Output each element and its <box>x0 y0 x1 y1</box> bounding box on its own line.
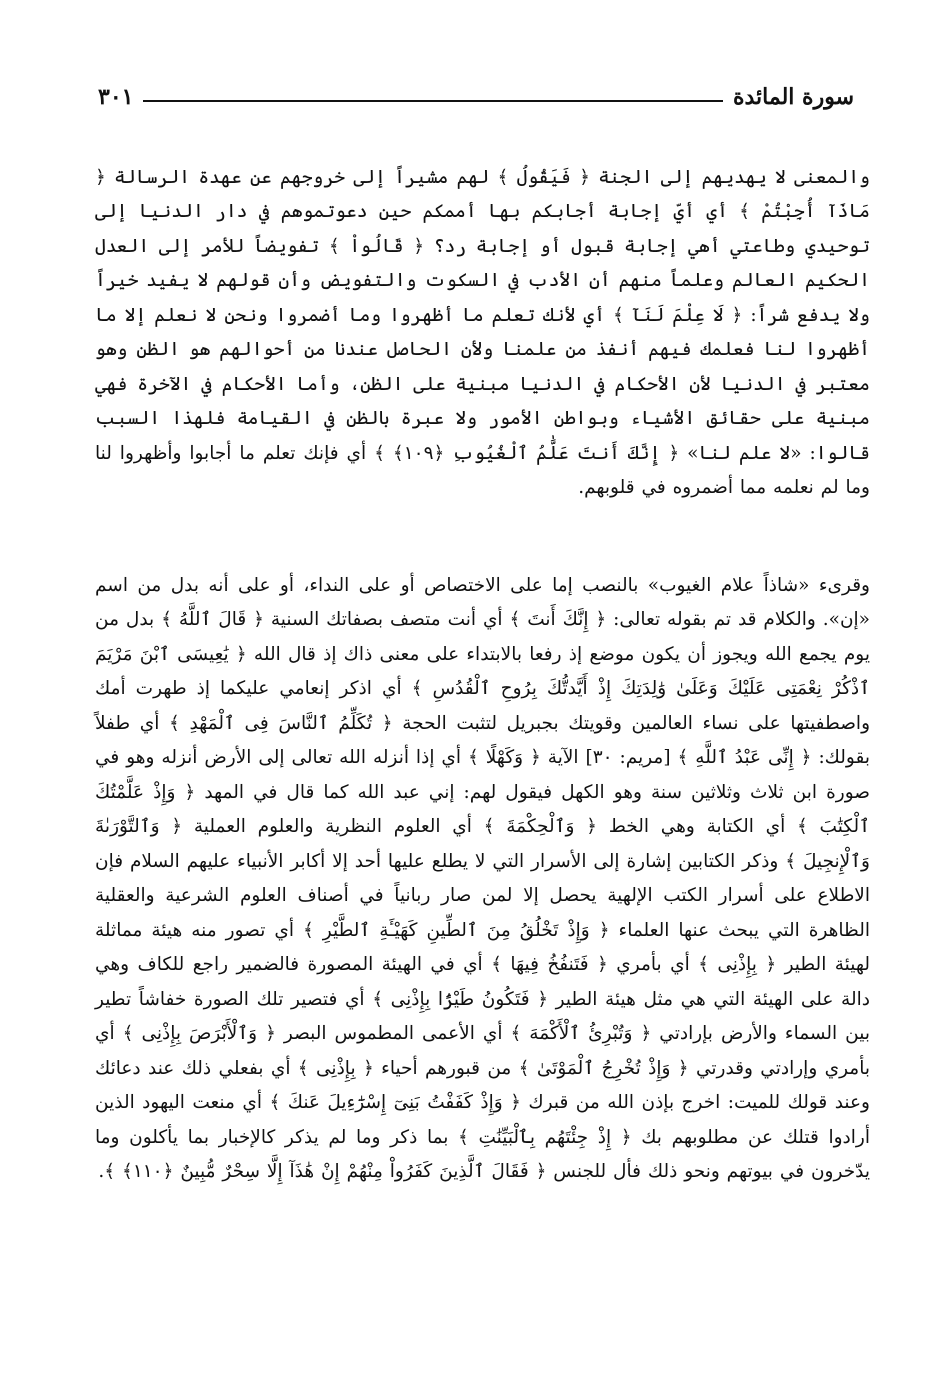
page-number: ٣٠١ <box>98 84 134 110</box>
page-header <box>98 70 854 110</box>
commentary-paragraph-2: وقرىء «شاذاً علام الغيوب» بالنصب إما على الاختصاص أو على النداء، أو على أنه بدل من اسم «إن». والكلام قد تم بقوله تعالى: ﴿ إِنَّكَ أَنتَ ﴾ أي أنت متصف بصفاتك السنية ﴿ قَالَ ٱللَّهُ ﴾ بدل من يوم يجمع الله ويجوز أن يكون موضع إذ رفعا بالابتداء على معنى ذاك إذ قال الله ﴿ يَٰعِيسَى ٱبْنَ مَرْيَمَ ٱذْكُرْ نِعْمَتِى عَلَيْكَ وَعَلَىٰ وَٰلِدَتِكَ إِذْ أَيَّدتُّكَ بِرُوحِ ٱلْقُدُسِ ﴾ أي اذكر إنعامي عليكما إذ طهرت أمك واصطفيتها على نساء العالمين وقويتك بجبريل لتثبت الحجة ﴿ تُكَلِّمُ ٱلنَّاسَ فِى ٱلْمَهْدِ ﴾ أي طفلاً بقولك: ﴿ إِنِّى عَبْدُ ٱللَّهِ ﴾ [مريم: ٣٠] الآية ﴿ وَكَهْلًا ﴾ أي إذا أنزله الله تعالى إلى الأرض أنزله وهو في صورة ابن ثلاث وثلاثين سنة وهو الكهل فيقول لهم: إني عبد الله كما قال في المهد ﴿ وَإِذْ عَلَّمْتُكَ ٱلْكِتَٰبَ ﴾ أي الكتابة وهي الخط ﴿ وَٱلْحِكْمَةَ ﴾ أي العلوم النظرية والعلوم العملية ﴿ وَٱلتَّوْرَىٰةَ وَٱلْإِنجِيلَ ﴾ وذكر الكتابين إشارة إلى الأسرار التي لا يطلع عليها أحد إلا أكابر الأنبياء عليهم السلام فإن الاطلاع على أسرار الكتب الإلهية يحصل إلا لمن صار ربانياً في أصناف العلوم الشرعية والعقلية الظاهرة التي يبحث عنها العلماء ﴿ وَإِذْ تَخْلُقُ مِنَ ٱلطِّينِ كَهَيْـَٔةِ ٱلطَّيْرِ ﴾ أي تصور منه هيئة مماثلة لهيئة الطير ﴿ بِإِذْنِى ﴾ أي بأمري ﴿ فَتَنفُخُ فِيهَا ﴾ أي في الهيئة المصورة فالضمير راجع للكاف وهي دالة على الهيئة التي هي مثل هيئة الطير ﴿ فَتَكُونُ طَيْرًۢا بِإِذْنِى ﴾ أي فتصير تلك الصورة خفاشاً تطير بين السماء والأرض بإرادتي ﴿ وَتُبْرِئُ ٱلْأَكْمَهَ ﴾ أي الأعمى المطموس البصر ﴿ وَٱلْأَبْرَصَ بِإِذْنِى ﴾ أي بأمري وإرادتي وقدرتي ﴿ وَإِذْ تُخْرِجُ ٱلْمَوْتَىٰ ﴾ من قبورهم أحياء ﴿ بِإِذْنِى ﴾ أي بفعلي ذلك عند دعائك وعند قولك للميت: اخرج بإذن الله من قبرك ﴿ وَإِذْ كَفَفْتُ بَنِىٓ إِسْرَٰٓءِيلَ عَنكَ ﴾ أي منعت اليهود الذين أرادوا قتلك عن مطلوبهم بك ﴿ إِذْ جِئْتَهُم بِٱلْبَيِّنَٰتِ ﴾ بما ذكر وما لم يذكر كالإخبار بما يأكلون وما يدّخرون في بيوتهم ونحو ذلك فأل للجنس ﴿ فَقَالَ ٱلَّذِينَ كَفَرُواْ مِنْهُمْ إِنْ هَٰذَآ إِلَّا سِحْرٌ مُّبِينٌ ﴿١١٠﴾ ﴾. <box>95 574 870 1182</box>
surah-title: سورة المائدة <box>732 84 854 110</box>
commentary-paragraph-1: والمعنى لا يهديهم إلى الجنة ﴿ فَيَقُولُ ﴾ لهم مشيراً إلى خروجهم عن عهدة الرسالة ﴿ مَاذَآ أُجِبْتُمْ ﴾ أي أيّ إجابة أجابكم بها أممكم حين دعوتموهم في دار الدنيا إلى توحيدي وطاعتي أهي إجابة قبول أو إجابة رد؟ ﴿ قَالُواْ ﴾ تفويضاً للأمر إلى العدل الحكيم العالم وعلماً منهم أن الأدب في السكوت والتفويض وأن قولهم لا يفيد خيراً ولا يدفع شراً: ﴿ لَا عِلْمَ لَنَآ ﴾ أي لأنك تعلم ما أظهروا وما أضمروا ونحن لا نعلم إلا ما أظهروا لنا فعلمك فيهم أنفذ من علمنا ولأن الحاصل عندنا من أحوالهم هو الظن وهو معتبر في الدنيا لأن الأحكام في الدنيا مبنية على الظن، وأما الأحكام في الآخرة فهي مبنية على حقائق الأشياء وبواطن الأمور ولا عبرة بالظن في القيامة فلهذا السبب قالوا: «لا علم لنا» ﴿ إِنَّكَ أَنتَ عَلَّٰمُ ٱلْغُيُوبِ ﴿١٠٩﴾ ﴾ أي فإنك تعلم ما أجابوا وأظهروا لنا وما لم نعلمه مما أضمروه في قلوبهم. <box>95 166 870 498</box>
header-rule <box>143 100 723 102</box>
